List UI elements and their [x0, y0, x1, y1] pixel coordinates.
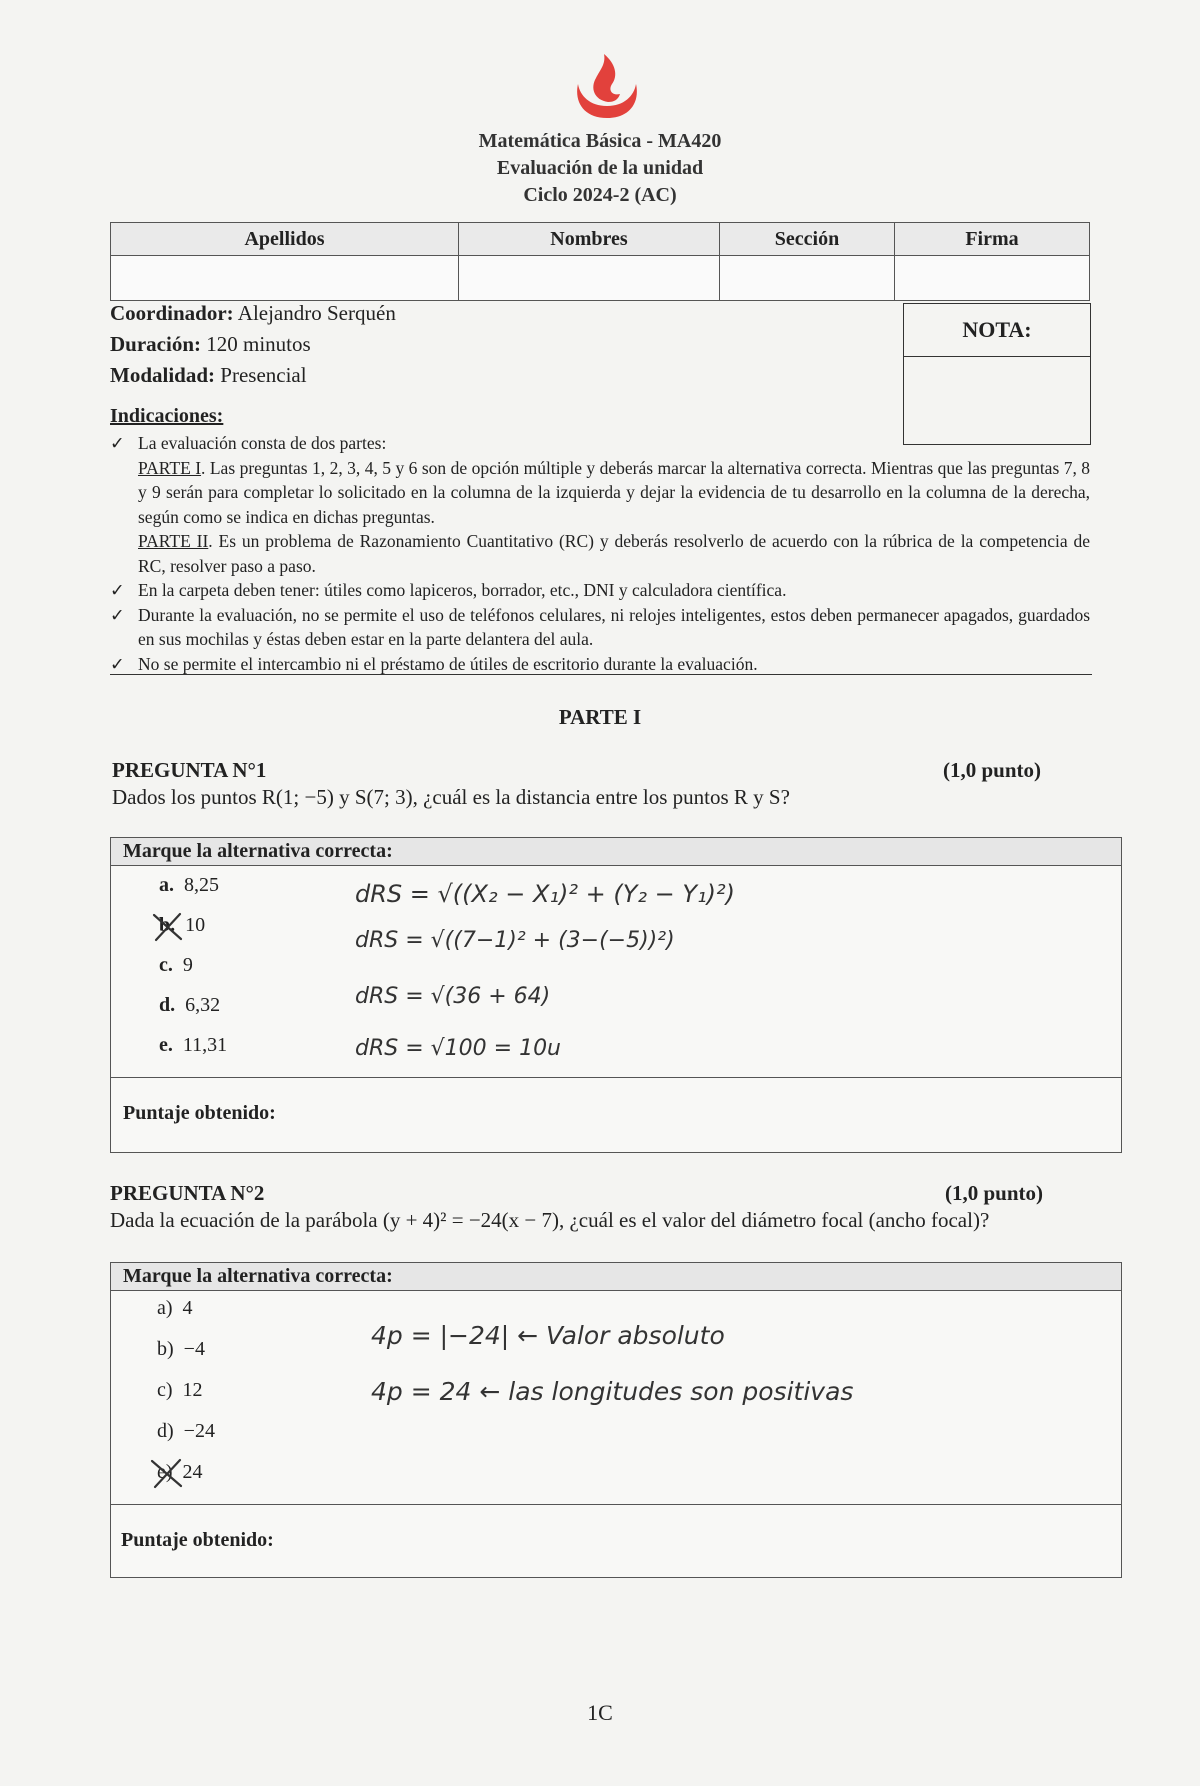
q1-title: PREGUNTA N°1 [112, 758, 267, 782]
instructions-title [110, 405, 223, 428]
coordinator-value: Alejandro Serquén [237, 301, 396, 325]
instruction-item [110, 603, 1090, 652]
mode-line [110, 360, 396, 391]
part2-text: . Es un problema de Razonamiento Cuantitativo (RC) y deberás resolverlo de acuerdo con la rúbrica de la competencia de RC, resolver paso a paso. [138, 531, 1091, 576]
col-seccion: Sección [720, 223, 895, 256]
q2-score-label: Puntaje obtenido: [121, 1529, 274, 1551]
option-letter: c) [157, 1379, 173, 1401]
q1-work-line: dRS = √((7−1)² + (3−(−5))²) [355, 928, 675, 953]
q2-work-line: 4p = 24 ← las longitudes son positivas [371, 1377, 854, 1406]
instructions-divider [110, 674, 1092, 675]
option-value: 10 [185, 914, 206, 936]
q2-option-c[interactable] [157, 1379, 203, 1402]
q1-option-d[interactable] [159, 994, 220, 1017]
option-value: 6,32 [185, 994, 221, 1016]
exam-meta [110, 298, 396, 391]
field-nombres[interactable] [459, 256, 720, 301]
col-apellidos: Apellidos [111, 223, 459, 256]
q2-work-line: 4p = |−24| ← Valor absoluto [371, 1321, 725, 1350]
instruction-text: Durante la evaluación, no se permite el uso de teléfonos celulares, ni relojes inteligentes, estos deben permanecer apagados, guardados en sus mochilas y éstas deben estar en la parte delantera del aula. [138, 604, 1090, 649]
option-value: 4 [182, 1297, 193, 1319]
exam-title: Evaluación de la unidad [496, 157, 704, 179]
q1-work-line: dRS = √((X₂ − X₁)² + (Y₂ − Y₁)²) [355, 880, 736, 908]
option-value: −24 [183, 1420, 215, 1442]
field-firma[interactable] [895, 256, 1090, 301]
course-title: Matemática Básica - MA420 [478, 130, 722, 152]
student-info-table [110, 222, 1090, 301]
q2-text: Dada la ecuación de la parábola (y + 4)² = −24(x − 7), ¿cuál es el valor del diámetro focal (ancho focal)? [110, 1208, 990, 1232]
q1-work-line: dRS = √(36 + 64) [355, 984, 551, 1009]
part1-instruction [110, 456, 1090, 530]
q2-option-b[interactable] [157, 1338, 205, 1361]
q1-score-label: Puntaje obtenido: [123, 1102, 276, 1124]
option-letter: d. [159, 994, 176, 1016]
coordinator-line [110, 298, 396, 329]
option-letter: a) [157, 1297, 173, 1319]
col-firma: Firma [895, 223, 1090, 256]
q2-answer-box [110, 1262, 1122, 1578]
section-title: PARTE I [558, 705, 642, 729]
option-letter: e. [159, 1034, 173, 1056]
option-letter: d) [157, 1420, 174, 1442]
q1-option-c[interactable] [159, 954, 193, 977]
check-icon: ✓ [110, 580, 125, 600]
q1-points: (1,0 punto) [943, 758, 1042, 782]
q2-title: PREGUNTA N°2 [110, 1181, 265, 1205]
q1-options-area [111, 866, 1121, 1078]
q2-option-d[interactable] [157, 1420, 215, 1443]
option-letter: e) [157, 1461, 173, 1483]
q1-option-e[interactable] [159, 1034, 227, 1057]
mode-label: Modalidad: [110, 363, 216, 387]
instruction-text: En la carpeta deben tener: útiles como lapiceros, borrador, etc., DNI y calculadora científica. [138, 580, 787, 600]
grade-label: NOTA: [904, 304, 1090, 357]
instruction-item [110, 652, 1090, 677]
option-letter: a. [159, 874, 174, 896]
duration-label: Duración: [110, 332, 201, 356]
instruction-item [110, 431, 1090, 456]
q1-text: Dados los puntos R(1; −5) y S(7; 3), ¿cuál es la distancia entre los puntos R y S? [112, 785, 790, 809]
part1-text: . Las preguntas 1, 2, 3, 4, 5 y 6 son de opción múltiple y deberás marcar la alternativa correcta. Mientras que las preguntas 7, 8 y 9 serán para completar lo solicitado en la columna de la izquierda y dejar la evidencia de tu desarrollo en la columna de la derecha, según como se indica en dichas preguntas. [138, 457, 1091, 527]
instructions-title-text: Indicaciones: [110, 405, 224, 427]
option-value: −4 [183, 1338, 205, 1360]
selected-x-mark-icon [149, 1457, 185, 1489]
col-nombres: Nombres [459, 223, 720, 256]
option-letter: c. [159, 954, 173, 976]
check-icon: ✓ [110, 604, 125, 625]
q2-option-a[interactable] [157, 1297, 193, 1320]
option-value: 8,25 [184, 874, 219, 896]
option-value: 9 [182, 954, 193, 976]
instructions-list [110, 431, 1090, 676]
duration-line [110, 329, 396, 360]
cycle-title: Ciclo 2024-2 (AC) [523, 184, 677, 206]
instruction-text: No se permite el intercambio ni el préstamo de útiles de escritorio durante la evaluación. [138, 653, 758, 674]
page-code: 1C [587, 1700, 613, 1725]
q1-option-a[interactable] [159, 874, 219, 897]
option-value: 24 [182, 1461, 203, 1483]
mode-value: Presencial [220, 363, 307, 387]
part2-label: PARTE II [138, 531, 209, 551]
q2-points: (1,0 punto) [945, 1181, 1044, 1205]
instruction-text: La evaluación consta de dos partes: [138, 433, 387, 453]
duration-value: 120 minutos [206, 332, 311, 356]
selected-x-mark-icon [151, 912, 185, 942]
grade-box [903, 303, 1091, 445]
option-letter: b) [157, 1338, 174, 1360]
instruction-item [110, 578, 1090, 603]
field-seccion[interactable] [720, 256, 895, 301]
q1-box-title: Marque la alternativa correcta: [111, 838, 1121, 866]
check-icon: ✓ [110, 653, 125, 674]
q1-work-line: dRS = √100 = 10u [355, 1036, 562, 1061]
q2-options-area [111, 1291, 1121, 1505]
option-value: 12 [182, 1379, 203, 1401]
check-icon: ✓ [110, 433, 125, 453]
coordinator-label: Coordinador: [110, 301, 234, 325]
option-letter: b. [159, 914, 176, 936]
university-logo [572, 52, 642, 120]
part2-instruction [110, 529, 1090, 578]
part1-label: PARTE I [138, 457, 202, 478]
q2-box-title: Marque la alternativa correcta: [111, 1263, 1121, 1291]
field-apellidos[interactable] [111, 256, 459, 301]
q1-answer-box [110, 837, 1122, 1153]
option-value: 11,31 [182, 1034, 228, 1056]
